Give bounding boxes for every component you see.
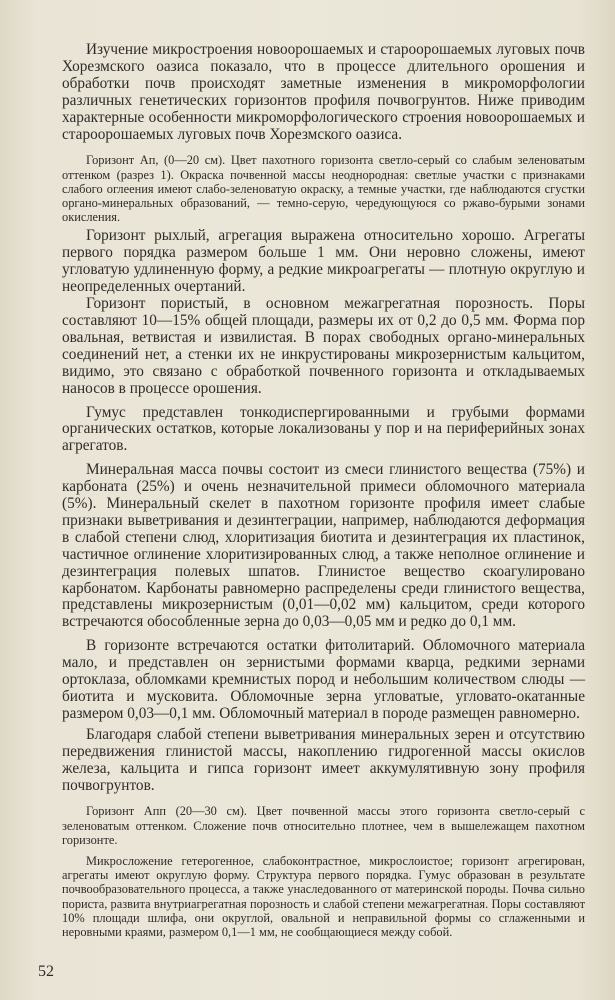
humus-paragraph: Гумус представлен тонкодиспергированными и грубыми формами органических остатков, которые локализованы у пор и на периферийных зонах агрегатов.: [62, 403, 585, 455]
intro-paragraph: Изучение микростроения новоорошаемых и староорошаемых луговых почв Хорезмского оазиса показало, что в процессе длительного орошения и обработки почв происходят заметные изменения в микроморфологии различных генетических горизонтов профиля почвогрунтов. Ниже приводим характерные особенности микроморфологического строения новоорошаемых и староорошаемых луговых почв Хорезмского оазиса.: [62, 41, 585, 143]
phytolith-paragraph: В горизонте встречаются остатки фитолитарий. Обломочного материала мало, и представлен он зернистыми формами кварца, редкими зернами ортоклаза, обломками кремнистых пород и небольшим количеством слюды — биотита и мусковита. Обломочные зерна угловатые, угловато-окатанные размером 0,03—0,1 мм. Обломочный материал в породе размещен равномерно.: [62, 637, 585, 722]
microstructure-paragraph: Микросложение гетерогенное, слабоконтрастное, микрослоистое; горизонт агрегирован, агрегаты имеют округлую форму. Структура первого порядка. Гумус образован в результате почвообразовательного процесса, а также унаследованного от материнской породы. Почва сильно пориста, развита внутриагрегатная порозность и слабой степени межагрегатная. Поры составляют 10% площади шлифа, они округлой, овальной и неправильной формы со сглаженными и неровными краями, размером 0,1—1 мм, не сообщающиеся между собой.: [62, 854, 585, 940]
mineral-mass-paragraph: Минеральная масса почвы состоит из смеси глинистого вещества (75%) и карбоната (25%) и очень незначительной примеси обломочного материала (5%). Минеральный скелет в пахотном горизонте профиля имеет слабые признаки выветривания и дезинтеграции, например, наблюдаются деформация в слабой степени слюд, хлоритизация биотита и дезинтеграция их пластинок, частичное оглинение хлоритизированных слюд, а также неполное оглинение и дезинтеграция полевых шпатов. Глинистое вещество скоагулировано карбонатом. Карбонаты равномерно распределены среди глинистого вещества, представлены микрозернистым (0,01—0,02 мм) кальцитом, среди которого встречаются обособленные зерна до 0,03—0,05 мм и редко до 0,1 мм.: [62, 461, 585, 631]
porosity-paragraph: Горизонт пористый, в основном межагрегатная порозность. Поры составляют 10—15% общей площади, размеры их от 0,2 до 0,5 мм. Форма пор овальная, ветвистая и извилистая. В порах свободных органо-минеральных соединений нет, а стенки их не инкрустированы микрозернистым кальцитом, видимо, это связано с обработкой почвенного горизонта и откладываемых наносов в процессе орошения.: [62, 295, 585, 397]
page-number: 52: [38, 963, 54, 980]
weathering-paragraph: Благодаря слабой степени выветривания минеральных зерен и отсутствию передвижения глинистой массы, накоплению гидрогенной массы окислов железа, кальцита и гипса горизонт имеет аккумулятивную зону профиля почвогрунтов.: [62, 725, 585, 794]
horizon-ap-description: Горизонт Aп, (0—20 см). Цвет пахотного горизонта светло-серый со слабым зеленоватым оттенком (разрез 1). Окраска почвенной массы неоднородная: светлые участки с признаками слабого оглеения имеют слабо-зеленоватую окраску, а темные участки, где наблюдаются сгустки органо-минеральных образований, — темно-серую, чередующуюся со ржаво-бурыми зонами окисления.: [62, 153, 585, 225]
page-body: [62, 42, 585, 939]
aggregation-paragraph: Горизонт рыхлый, агрегация выражена относительно хорошо. Агрегаты первого порядка размером больше 1 мм. Они неровно сложены, имеют угловатую удлиненную форму, а редкие микроагрегаты — плотную округлую и неопределенных очертаний.: [62, 227, 585, 296]
horizon-app-description: Горизонт Aпп (20—30 см). Цвет почвенной массы этого горизонта светло-серый с зеленоватым оттенком. Сложение почв относительно плотнее, чем в вышележащем пахотном горизонте.: [62, 804, 585, 847]
